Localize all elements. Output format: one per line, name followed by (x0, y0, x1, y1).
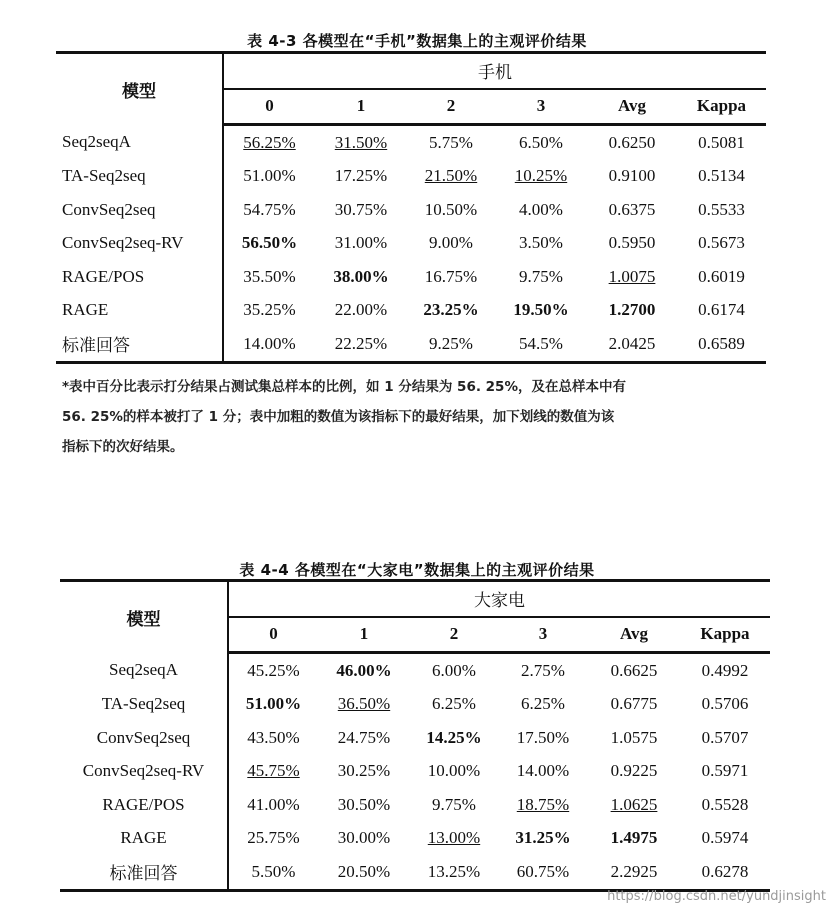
table1-caption: 表 4-3 各模型在“手机”数据集上的主观评价结果 (247, 32, 587, 50)
cell-value: 0.6775 (610, 694, 658, 714)
cell-value: 56.25% (243, 132, 296, 152)
table-cell (495, 294, 587, 328)
column-header: 1 (315, 89, 407, 125)
table-cell (410, 721, 498, 755)
cell-value: 35.25% (243, 300, 296, 320)
table-cell (587, 160, 677, 194)
cell-value: 51.00% (245, 694, 302, 714)
cell-value: 9.75% (432, 794, 476, 814)
table1 (56, 51, 766, 364)
cell-value: 38.00% (333, 266, 389, 286)
cell-value: 21.50% (424, 166, 478, 186)
table-cell (410, 688, 498, 722)
model-name: ConvSeq2seq-RV (56, 227, 223, 261)
table-cell (495, 260, 587, 294)
column-header: 2 (410, 617, 498, 653)
model-name: RAGE (56, 294, 223, 328)
column-header: 0 (228, 617, 318, 653)
table-row (60, 755, 770, 789)
table-cell (228, 755, 318, 789)
cell-value: 0.4992 (701, 660, 749, 680)
cell-value: 4.00% (519, 199, 563, 219)
table-cell (588, 721, 680, 755)
cell-value: 13.00% (427, 828, 481, 848)
cell-value: 45.75% (247, 761, 300, 781)
column-header: 1 (318, 617, 410, 653)
cell-value: 0.6250 (608, 132, 656, 152)
column-header: 2 (407, 89, 495, 125)
table-cell (588, 788, 680, 822)
cell-value: 0.6589 (698, 333, 745, 353)
table-row (56, 294, 766, 328)
table-row (60, 653, 770, 688)
cell-value: 31.25% (515, 828, 571, 848)
table-cell (677, 227, 766, 261)
table-row (56, 193, 766, 227)
table-cell (680, 721, 770, 755)
cell-value: 14.00% (243, 333, 296, 353)
table-cell (498, 788, 588, 822)
cell-value: 9.25% (429, 333, 473, 353)
table-cell (495, 160, 587, 194)
cell-value: 0.6019 (698, 266, 745, 286)
table-cell (315, 227, 407, 261)
cell-value: 19.50% (513, 300, 569, 320)
column-header: Avg (588, 617, 680, 653)
cell-value: 54.5% (519, 333, 563, 353)
table-cell (587, 227, 677, 261)
cell-value: 1.0575 (610, 727, 658, 747)
table-cell (588, 688, 680, 722)
table-cell (680, 688, 770, 722)
cell-value: 0.9100 (608, 166, 656, 186)
group-header: 手机 (223, 53, 766, 89)
table-cell (587, 260, 677, 294)
table-cell (680, 653, 770, 688)
table-cell (223, 193, 315, 227)
table-cell (315, 193, 407, 227)
cell-value: 45.25% (247, 660, 300, 680)
cell-value: 0.5081 (698, 132, 745, 152)
cell-value: 3.50% (519, 233, 563, 253)
model-header: 模型 (56, 53, 223, 125)
cell-value: 0.5971 (701, 761, 749, 781)
table-cell (318, 755, 410, 789)
table-cell (495, 125, 587, 160)
table-cell (587, 125, 677, 160)
model-name: ConvSeq2seq-RV (60, 755, 228, 789)
model-name: ConvSeq2seq (56, 193, 223, 227)
cell-value: 30.25% (337, 761, 391, 781)
table-cell (223, 327, 315, 362)
table-cell (223, 160, 315, 194)
cell-value: 46.00% (336, 660, 392, 680)
cell-value: 2.2925 (610, 861, 658, 881)
cell-value: 43.50% (247, 727, 300, 747)
table-row (56, 160, 766, 194)
cell-value: 22.00% (334, 300, 388, 320)
cell-value: 0.6278 (701, 861, 749, 881)
table-cell (680, 855, 770, 890)
cell-value: 36.50% (337, 694, 391, 714)
table-cell (677, 125, 766, 160)
cell-value: 6.25% (432, 694, 476, 714)
model-name: 标准回答 (56, 327, 223, 362)
table-cell (318, 721, 410, 755)
cell-value: 35.50% (243, 266, 296, 286)
cell-value: 5.50% (251, 861, 296, 881)
cell-value: 0.6375 (608, 199, 656, 219)
model-name: RAGE/POS (60, 788, 228, 822)
note-line-1: *表中百分比表示打分结果占测试集总样本的比例，如 1 分结果为 56. 25%，及在总样本中有 (62, 379, 626, 395)
table-row (56, 227, 766, 261)
table-cell (495, 193, 587, 227)
table-cell (495, 227, 587, 261)
table-cell (407, 227, 495, 261)
cell-value: 51.00% (243, 166, 296, 186)
cell-value: 17.25% (334, 166, 388, 186)
cell-value: 25.75% (247, 828, 300, 848)
cell-value: 0.5707 (701, 727, 749, 747)
cell-value: 41.00% (247, 794, 300, 814)
cell-value: 14.00% (516, 761, 570, 781)
table-row (60, 855, 770, 890)
table-cell (228, 721, 318, 755)
table-cell (680, 788, 770, 822)
table-cell (223, 260, 315, 294)
table-cell (228, 688, 318, 722)
model-name: Seq2seqA (56, 125, 223, 160)
cell-value: 30.50% (337, 794, 391, 814)
table-cell (677, 260, 766, 294)
table-cell (677, 294, 766, 328)
cell-value: 1.2700 (608, 300, 656, 320)
table-cell (407, 260, 495, 294)
cell-value: 10.50% (424, 199, 478, 219)
column-header: Kappa (680, 617, 770, 653)
cell-value: 22.25% (334, 333, 388, 353)
table-cell (318, 688, 410, 722)
table-cell (498, 688, 588, 722)
cell-value: 10.00% (427, 761, 481, 781)
table-cell (315, 260, 407, 294)
table-cell (223, 294, 315, 328)
table-cell (587, 193, 677, 227)
table-cell (228, 855, 318, 890)
table-note (62, 372, 782, 462)
table-cell (588, 755, 680, 789)
table-cell (588, 855, 680, 890)
table-cell (587, 327, 677, 362)
cell-value: 18.75% (516, 794, 570, 814)
cell-value: 31.50% (334, 132, 388, 152)
table-cell (228, 653, 318, 688)
cell-value: 0.5974 (701, 828, 749, 848)
model-name: Seq2seqA (60, 653, 228, 688)
cell-value: 0.9225 (610, 761, 658, 781)
table-cell (588, 653, 680, 688)
model-header: 模型 (60, 581, 228, 653)
table-cell (223, 125, 315, 160)
note-line-2: 56. 25%的样本被打了 1 分；表中加粗的数值为该指标下的最好结果，加下划线的数值为该 (62, 409, 615, 425)
table-cell (680, 755, 770, 789)
table-cell (498, 721, 588, 755)
table-cell (407, 327, 495, 362)
model-name: 标准回答 (60, 855, 228, 890)
column-header: Kappa (677, 89, 766, 125)
cell-value: 0.6174 (698, 300, 745, 320)
table-cell (407, 160, 495, 194)
table-cell (495, 327, 587, 362)
cell-value: 6.00% (432, 660, 476, 680)
table-cell (318, 822, 410, 856)
cell-value: 14.25% (426, 727, 482, 747)
table-row (56, 327, 766, 362)
cell-value: 17.50% (516, 727, 570, 747)
cell-value: 30.00% (337, 828, 391, 848)
cell-value: 1.4975 (610, 828, 658, 848)
table-cell (315, 294, 407, 328)
table-cell (410, 822, 498, 856)
table-row (60, 688, 770, 722)
column-header: Avg (587, 89, 677, 125)
cell-value: 1.0075 (608, 266, 656, 286)
table-cell (410, 855, 498, 890)
table-row (60, 822, 770, 856)
cell-value: 2.0425 (608, 333, 656, 353)
watermark: https://blog.csdn.net/yundjinsight (607, 889, 826, 904)
table-row (56, 125, 766, 160)
column-header: 3 (495, 89, 587, 125)
cell-value: 23.25% (423, 300, 479, 320)
table-cell (407, 125, 495, 160)
table2-caption: 表 4-4 各模型在“大家电”数据集上的主观评价结果 (239, 561, 595, 579)
table-cell (318, 788, 410, 822)
table-cell (410, 788, 498, 822)
cell-value: 6.25% (521, 694, 565, 714)
table-cell (587, 294, 677, 328)
table-cell (498, 653, 588, 688)
cell-value: 9.75% (519, 266, 563, 286)
cell-value: 0.5673 (698, 233, 745, 253)
group-header: 大家电 (228, 581, 770, 617)
table-cell (588, 822, 680, 856)
model-name: RAGE/POS (56, 260, 223, 294)
cell-value: 30.75% (334, 199, 388, 219)
cell-value: 0.5950 (608, 233, 656, 253)
model-name: ConvSeq2seq (60, 721, 228, 755)
cell-value: 60.75% (516, 861, 570, 881)
table-cell (410, 653, 498, 688)
table-cell (498, 822, 588, 856)
cell-value: 13.25% (427, 861, 481, 881)
model-name: TA-Seq2seq (56, 160, 223, 194)
model-name: TA-Seq2seq (60, 688, 228, 722)
table-cell (677, 193, 766, 227)
column-header: 0 (223, 89, 315, 125)
cell-value: 9.00% (429, 233, 473, 253)
table-cell (407, 193, 495, 227)
table-cell (223, 227, 315, 261)
cell-value: 16.75% (424, 266, 478, 286)
table-cell (410, 755, 498, 789)
table-cell (680, 822, 770, 856)
table-cell (315, 327, 407, 362)
model-name: RAGE (60, 822, 228, 856)
cell-value: 0.5134 (698, 166, 745, 186)
table-cell (315, 125, 407, 160)
cell-value: 1.0625 (610, 794, 658, 814)
table2 (60, 579, 770, 892)
table-cell (228, 822, 318, 856)
note-line-3: 指标下的次好结果。 (62, 439, 184, 455)
table-cell (318, 653, 410, 688)
cell-value: 0.6625 (610, 660, 658, 680)
table-row (60, 721, 770, 755)
cell-value: 24.75% (337, 727, 391, 747)
table-row (60, 788, 770, 822)
table-cell (228, 788, 318, 822)
cell-value: 54.75% (243, 199, 296, 219)
table-cell (315, 160, 407, 194)
table-cell (677, 327, 766, 362)
cell-value: 0.5528 (701, 794, 749, 814)
table-row (56, 260, 766, 294)
cell-value: 0.5706 (701, 694, 749, 714)
cell-value: 0.5533 (698, 199, 745, 219)
cell-value: 2.75% (521, 660, 565, 680)
table-cell (677, 160, 766, 194)
cell-value: 56.50% (241, 233, 298, 253)
cell-value: 5.75% (429, 132, 473, 152)
cell-value: 6.50% (519, 132, 563, 152)
cell-value: 10.25% (514, 166, 568, 186)
cell-value: 31.00% (334, 233, 388, 253)
cell-value: 20.50% (337, 861, 391, 881)
table-cell (407, 294, 495, 328)
table-cell (318, 855, 410, 890)
table-cell (498, 755, 588, 789)
column-header: 3 (498, 617, 588, 653)
table-cell (498, 855, 588, 890)
